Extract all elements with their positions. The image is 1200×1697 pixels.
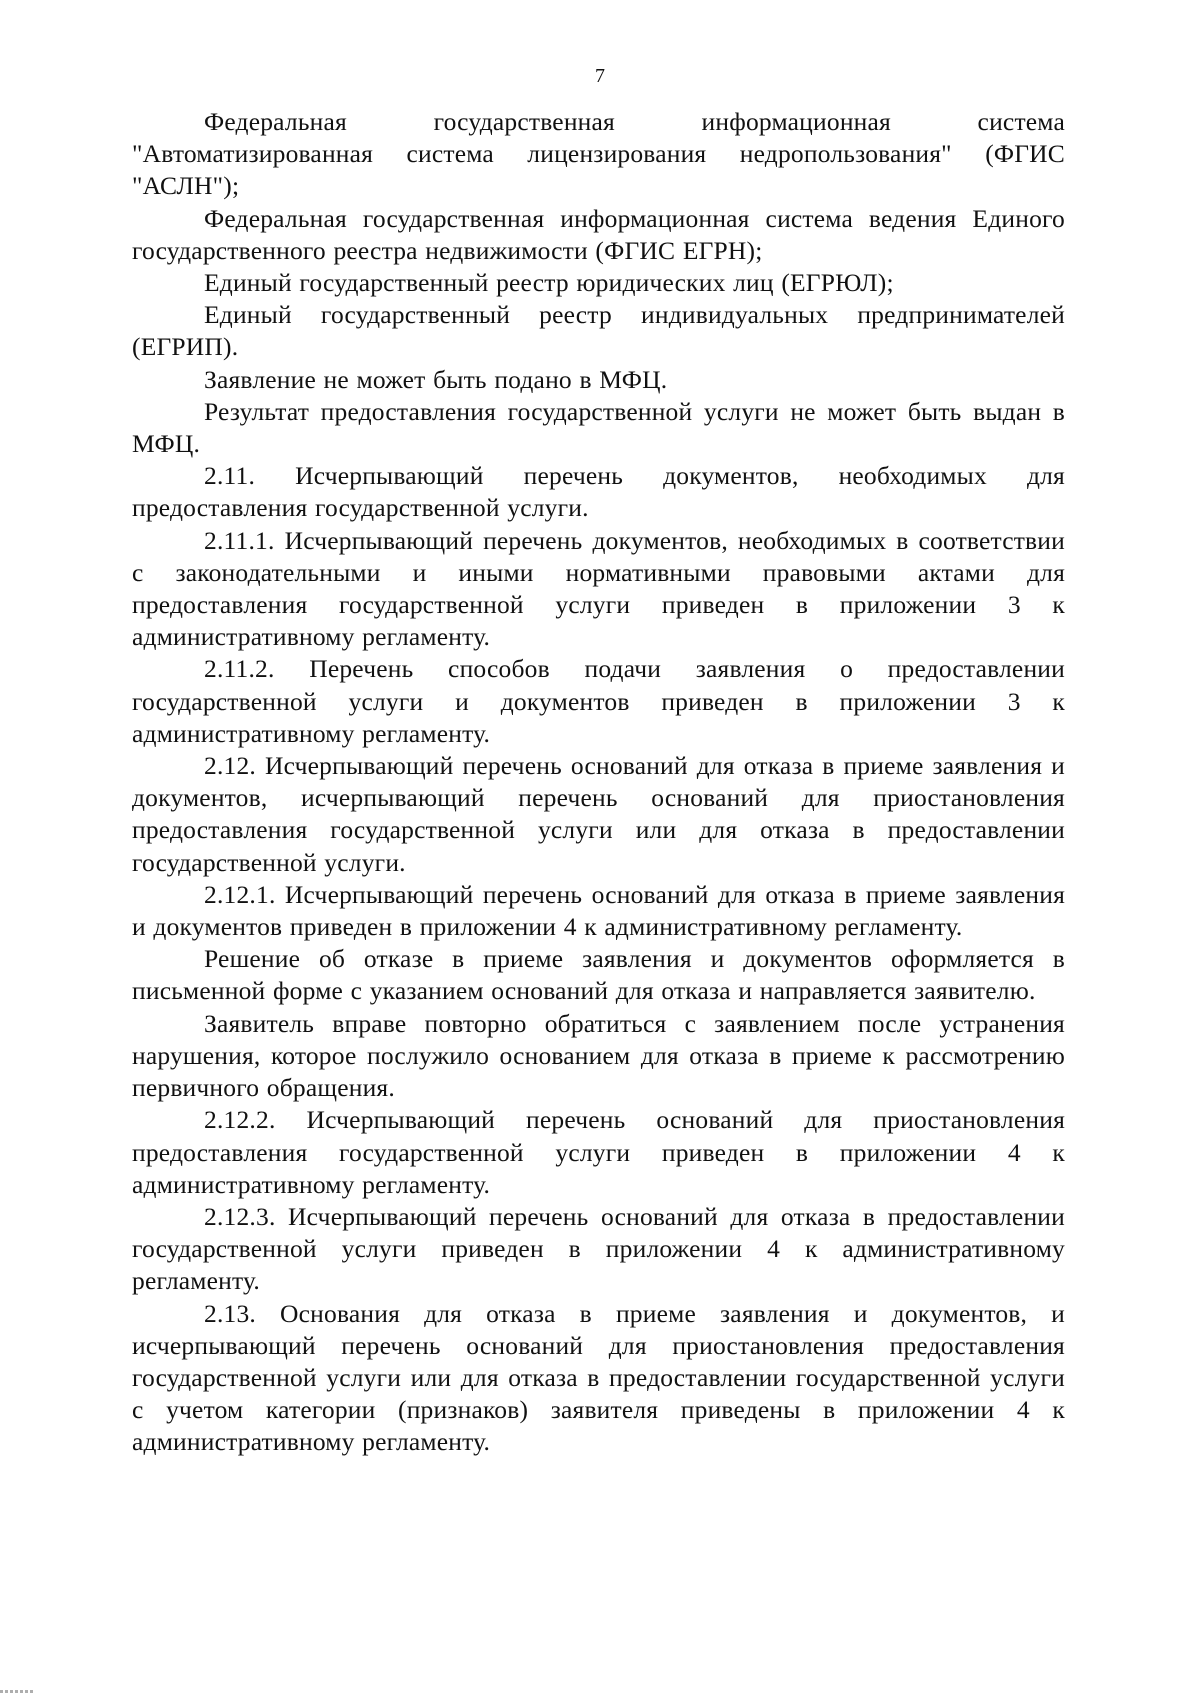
paragraph-refusal-decision: Решение об отказе в приеме заявления и документов оформляется в письменной форме с указанием оснований для отказа и направляется заявителю. <box>132 944 1065 1006</box>
paragraph-mfc-application: Заявление не может быть подано в МФЦ. <box>204 364 668 394</box>
paragraph-egrul: Единый государственный реестр юридических лиц (ЕГРЮЛ); <box>204 268 894 298</box>
paragraph-fgis-egrn: Федеральная государственная информационная система ведения Единого государственного реестра недвижимости (ФГИС ЕГРН); <box>132 203 1065 265</box>
paragraph-mfc-result: Результат предоставления государственной услуги не может быть выдан в МФЦ. <box>132 396 1065 459</box>
body-text <box>132 106 1065 1459</box>
paragraph-2-12-1: 2.12.1. Исчерпывающий перечень оснований для отказа в приеме заявления и документов приведен в приложении 4 к административному регламенту. <box>132 879 1065 942</box>
scan-mark <box>0 1690 34 1693</box>
paragraph-repeat-application: Заявитель вправе повторно обратиться с заявлением после устранения нарушения, которое послужило основанием для отказа в приеме к рассмотрению первичного обращения. <box>132 1008 1065 1103</box>
paragraph-2-12-3: 2.12.3. Исчерпывающий перечень оснований для отказа в предоставлении государственной услуги приведен в приложении 4 к административному регламенту. <box>132 1201 1065 1296</box>
paragraph-2-11-1: 2.11.1. Исчерпывающий перечень документов, необходимых в соответствии с законодательными и иными нормативными правовыми актами для предоставления государственной услуги приведен в приложении 3 к административному регламенту. <box>132 525 1065 652</box>
paragraph-2-11: 2.11. Исчерпывающий перечень документов, необходимых для предоставления государственной услуги. <box>132 461 1065 523</box>
paragraph-egrip: Единый государственный реестр индивидуальных предпринимателей (ЕГРИП). <box>132 300 1065 362</box>
page-number: 7 <box>595 65 605 87</box>
paragraph-fgis-asln: Федеральная государственная информационная система "Автоматизированная система лицензирования недропользования" (ФГИС "АСЛН"); <box>132 107 1065 201</box>
paragraph-2-11-2: 2.11.2. Перечень способов подачи заявления о предоставлении государственной услуги и документов приведен в приложении 3 к административному регламенту. <box>132 654 1065 748</box>
paragraph-2-12-2: 2.12.2. Исчерпывающий перечень оснований для приостановления предоставления государственной услуги приведен в приложении 4 к административному регламенту. <box>132 1105 1065 1199</box>
paragraph-2-13: 2.13. Основания для отказа в приеме заявления и документов, и исчерпывающий перечень оснований для приостановления предоставления государственной услуги или для отказа в предоставлении государственной услуги с учетом категории (признаков) заявителя приведены в приложении 4 к административному регламенту. <box>132 1298 1065 1457</box>
paragraph-2-12: 2.12. Исчерпывающий перечень оснований для отказа в приеме заявления и документов, исчерпывающий перечень оснований для приостановления предоставления государственной услуги или для отказа в предоставлении государственной услуги. <box>132 751 1065 877</box>
